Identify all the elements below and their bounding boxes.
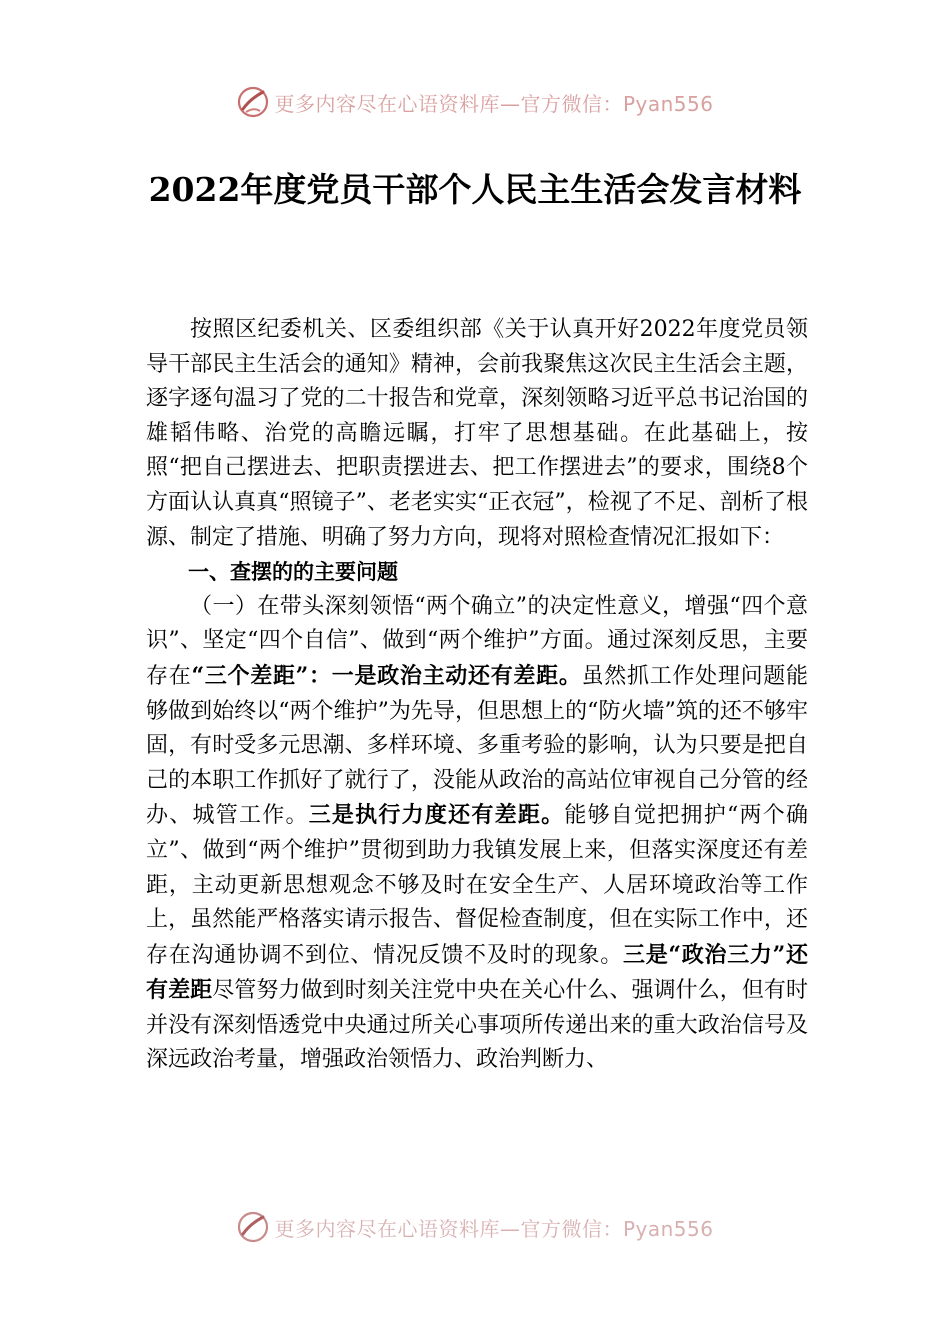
para-text-c: 虽然抓工作处理问题能够做到始终以“两个维护”为先导，但思想上的“防火墙”筑的还不够牢固，有时受多元思潮、多样环境、多重考验的影响，认为只要是把自己的本职工作抓好了就行了，没能从政治的高站位审视自己分管的经办、城管工作。 bbox=[146, 663, 808, 829]
section-heading: 一、查摆的的主要问题 bbox=[188, 560, 398, 585]
watermark-top bbox=[0, 82, 950, 122]
section-paragraph bbox=[146, 590, 808, 1078]
watermark-text-bottom: 更多内容尽在心语资料库—官方微信：Pyan556 bbox=[274, 1216, 714, 1241]
watermark-bottom bbox=[0, 1207, 950, 1247]
intro-paragraph: 按照区纪委机关、区委组织部《关于认真开好2022年度党员领导干部民主生活会的通知》精神，会前我聚焦这次民主生活会主题，逐字逐句温习了党的二十报告和党章，深刻领略习近平总书记治国的雄韬伟略、治党的高瞻远瞩，打牢了思想基础。在此基础上，按照“把自己摆进去、把职责摆进去、把工作摆进去”的要求，围绕8个方面认认真真“照镜子”、老老实实“正衣冠”，检视了不足、剖析了根源、制定了措施、明确了努力方向，现将对照检查情况汇报如下： bbox=[146, 317, 808, 550]
para-text-e: 尽管努力做到时刻关注党中央在关心什么、强调什么，但有时并没有深刻悟透党中央通过所关心事项所传递出来的重大政治信号及深远政治考量，增强政治领悟力、政治判断力、 bbox=[146, 978, 808, 1073]
para-bold-3: 三是“政治三力”还有差距 bbox=[146, 941, 808, 1004]
brush-logo-icon bbox=[236, 1210, 270, 1244]
para-text-a: （一）在带头深刻领悟“两个确立”的决定性意义，增强“四个意识”、坚定“四个自信”、做到“两个维护”方面。通过深刻反思，主要存在 bbox=[146, 593, 808, 689]
document-body bbox=[146, 313, 808, 1078]
document-title: 2022年度党员干部个人民主生活会发言材料 bbox=[148, 170, 802, 209]
para-text-d: 能够自觉把拥护“两个确立”、做到“两个维护”贯彻到助力我镇发展上来，但落实深度还有差距，主动更新思想观念不够及时在安全生产、人居环境政治等工作上，虽然能严格落实请示报告、督促检查制度，但在实际工作中，还存在沟通协调不到位、情况反馈不及时的现象。 bbox=[146, 803, 808, 968]
para-bold-2: 三是执行力度还有差距。 bbox=[308, 802, 565, 829]
para-bold-1: “三个差距”：一是政治主动还有差距。 bbox=[191, 662, 582, 689]
watermark-text: 更多内容尽在心语资料库—官方微信：Pyan556 bbox=[274, 91, 714, 116]
brush-logo-icon bbox=[236, 85, 270, 119]
